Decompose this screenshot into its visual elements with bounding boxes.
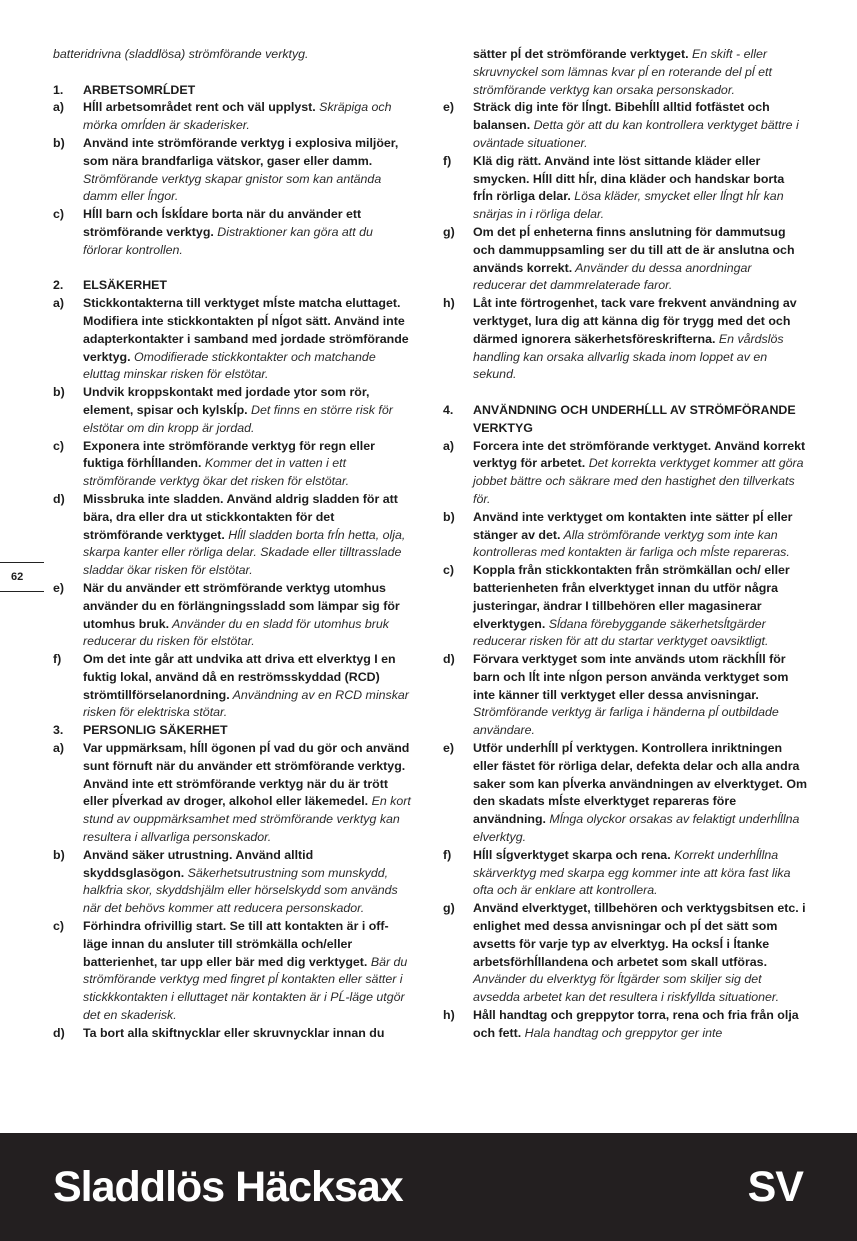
item-label: d) xyxy=(53,491,65,506)
item-text: Säkerhetsutrustning som munskydd, halkfria skor, skyddshjälm eller hörselskydd som används när det behövs kommer att reducera personskador. xyxy=(83,865,398,916)
item-label: e) xyxy=(443,741,455,756)
item-text: Distraktioner kan göra att du förlorar kontrollen. xyxy=(83,224,373,257)
item-label: c) xyxy=(53,919,65,934)
list-item xyxy=(53,491,413,580)
list-item xyxy=(443,438,807,509)
section-title: ARBETSOMRĹDET xyxy=(83,82,196,97)
list-item xyxy=(443,295,807,384)
list-item xyxy=(53,580,413,651)
item-text: Alla strömförande verktyg som inte kan kontrolleras med kontakten är farliga och mĺste repareras. xyxy=(473,527,790,560)
section-title: PERSONLIG SÄKERHET xyxy=(83,723,228,738)
item-text: Bär du strömförande verktyg med fingret pĺ kontakten eller sätter i stickkkontakten i elluttaget när kontakten är i PĹ-läge utgör det en skaderisk. xyxy=(83,954,408,1023)
item-text: Strömförande verktyg skapar gnistor som kan antända damm eller ĺngor. xyxy=(83,171,382,204)
item-label: b) xyxy=(53,135,65,150)
item-label: c) xyxy=(53,438,65,453)
item-label: f) xyxy=(443,153,452,168)
list-item xyxy=(53,438,413,491)
list-item xyxy=(53,1025,413,1043)
item-text: En vårdslös handling kan orsaka allvarlig skada inom loppet av en sekund. xyxy=(473,331,784,382)
section-list xyxy=(443,99,807,384)
list-item xyxy=(53,847,413,918)
item-label: a) xyxy=(53,741,65,756)
section-list xyxy=(53,295,413,722)
item-bold: När du använder ett strömförande verktyg utomhus använder du en förlängningssladd som lämpar sig för utomhus bruk. xyxy=(83,580,400,631)
intro-text: batteridrivna (sladdlösa) strömförande verktyg. xyxy=(53,47,309,61)
list-item xyxy=(443,153,807,224)
item-bold: Klä dig rätt. Använd inte löst sittande kläder eller smycken. Hĺll ditt hĺr, dina kläder och handskar borta frĺn rörliga delar. xyxy=(473,153,785,204)
item-bold: Utför underhĺll pĺ verktygen. Kontrollera inriktningen eller fästet för rörliga delar, defekta delar och alla andra saker som kan pĺverka användningen av elverktyget. Om den skadats mĺste elverktyget repareras före användning. xyxy=(473,741,808,827)
item-label: f) xyxy=(443,847,452,862)
left-column xyxy=(53,46,413,1043)
item-text: Skräpiga och mörka omrĺden är skaderisker. xyxy=(83,100,392,133)
list-item xyxy=(53,135,413,206)
item-label: b) xyxy=(53,385,65,400)
item-text: Använder du elverktyg för ĺtgärder som skiljer sig det avsedda arbetet kan det resultera i riskfyllda situationer. xyxy=(473,972,780,1005)
item-bold: Ta bort alla skiftnycklar eller skruvnycklar innan du xyxy=(83,1025,385,1040)
item-text: Det korrekta verktyget kommer att göra jobbet bättre och säkrare med den hastighet den tillverkats för. xyxy=(473,456,804,506)
list-item xyxy=(443,99,807,152)
item-label: e) xyxy=(443,100,455,115)
item-label: a) xyxy=(53,296,65,311)
item-text: Använder du en sladd för utomhus bruk reducerar du risken för elstötar. xyxy=(83,616,389,649)
list-item xyxy=(53,206,413,259)
section-number: 2. xyxy=(53,278,64,293)
item-bold: Stickkontakterna till verktyget mĺste matcha eluttaget. Modifiera inte stickkontakten pĺ nĺgot sätt. Använd inte adapterkontakter i samband med jordade strömförande verktyg. xyxy=(83,296,409,364)
item-text: Kommer det in vatten i ett strömförande verktyg ökar det risken för elstötar. xyxy=(83,456,350,489)
footer-bar xyxy=(0,1133,857,1241)
item-text: En kort stund av ouppmärksamhet med strömförande verktyg kan resultera i allvarliga personskador. xyxy=(83,794,411,845)
item-bold: Var uppmärksam, hĺll ögonen pĺ vad du gör och använd sunt förnuft när du använder ett strömförande verktyg. Använd inte ett strömförande verktyg när du är trött eller pĺverkad av droger, alkohol eller läkemedel. xyxy=(83,741,410,809)
item-text: Hĺll sladden borta frĺn hetta, olja, skarpa kanter eller rörliga delar. Skadade eller tilltrasslade sladdar ökar risken för elstötar. xyxy=(83,527,406,578)
item-label: g) xyxy=(443,901,455,916)
item-label: a) xyxy=(443,438,455,453)
item-bold: sätter pĺ det strömförande verktyget. xyxy=(473,47,689,61)
list-item xyxy=(53,740,413,847)
item-bold: Om det pĺ enheterna finns anslutning för dammutsug och dammuppsamling ser du till att de är anslutna och används korrekt. xyxy=(473,224,795,275)
continued-paragraph xyxy=(443,46,807,99)
list-item xyxy=(53,99,413,135)
section-title: ELSÄKERHET xyxy=(83,278,167,293)
section-heading xyxy=(53,722,413,740)
right-column xyxy=(443,46,807,1043)
item-label: h) xyxy=(443,296,455,311)
item-label: h) xyxy=(443,1008,455,1023)
item-text: Det finns en större risk för elstötar om din kropp är jordad. xyxy=(83,402,393,435)
item-text: Hala handtag och greppytor ger inte xyxy=(521,1025,723,1040)
list-item xyxy=(443,509,807,562)
item-label: c) xyxy=(53,207,65,222)
item-text: Korrekt underhĺllna skärverktyg med skarpa egg kommer inte att köra fast lika ofta och är enklare att kontrollera. xyxy=(473,847,791,898)
item-text: Omodifierade stickkontakter och matchande eluttag minskar risken för elstötar. xyxy=(83,349,376,382)
list-item xyxy=(443,847,807,900)
item-bold: Koppla från stickkontakten från strömkällan och/ eller batterienheten från elverktyget innan du utför några justeringar, ändrar I tillbehören eller magasinerar elverktygen. xyxy=(473,563,790,631)
item-bold: Använd säker utrustning. Använd alltid skyddsglasögon. xyxy=(83,847,314,880)
item-bold: Förvara verktyget som inte används utom räckhĺll för barn och lĺt inte nĺgon person använda verktyget som inte känner till verktyget eller dessa anvisningar. xyxy=(473,652,789,702)
list-item xyxy=(443,1007,807,1043)
list-item xyxy=(443,900,807,1007)
footer-language: SV xyxy=(747,1163,803,1211)
list-item xyxy=(443,224,807,295)
item-bold: Hĺll barn och ĺskĺdare borta när du använder ett strömförande verktyg. xyxy=(83,207,362,239)
list-item xyxy=(443,740,807,847)
item-bold: Hĺll arbetsområdet rent och väl upplyst. xyxy=(83,100,316,115)
item-label: d) xyxy=(53,1025,65,1040)
item-text: Lösa kläder, smycket eller lĺngt hĺr kan snärjas in i rörliga delar. xyxy=(473,189,784,222)
item-text: Strömförande verktyg är farliga i händerna pĺ outbildade användare. xyxy=(473,705,779,738)
list-item xyxy=(53,384,413,437)
section-list xyxy=(53,740,413,1043)
item-label: c) xyxy=(443,563,455,578)
item-bold: Låt inte förtrogenhet, tack vare frekvent användning av verktyget, lura dig att känna dig för trygg med det och därmed ignorera säkerhetsföreskrifterna. xyxy=(473,296,797,346)
item-text: Sĺdana förebyggande säkerhetsĺtgärder reducerar risken för att du startar verktyget oavsiktligt. xyxy=(473,616,769,649)
page-number: 62 xyxy=(0,562,44,592)
footer-title: Sladdlös Häcksax xyxy=(53,1163,403,1211)
item-bold: Undvik kroppskontakt med jordade ytor som rör, element, spisar och kylskĺp. xyxy=(83,385,370,417)
section-heading xyxy=(53,277,413,295)
section-heading xyxy=(53,82,413,100)
section-number: 4. xyxy=(443,402,454,417)
section-title: ANVÄNDNING OCH UNDERHĹLL AV STRÖMFÖRANDE VERKTYG xyxy=(473,402,796,435)
list-item xyxy=(443,651,807,740)
item-bold: Hĺll sĺgverktyget skarpa och rena. xyxy=(473,847,671,862)
section-list xyxy=(443,438,807,1043)
section-list xyxy=(53,99,413,259)
item-text: En skift - eller skruvnyckel som lämnas kvar pĺ en roterande del pĺ ett strömförande verktyg kan orsaka personskador. xyxy=(473,47,772,97)
item-bold: Använd elverktyget, tillbehören och verktygsbitsen etc. i enlighet med dessa anvisningar och pĺ det sätt som avsetts för varje typ av elverktyg. Ha ocksĺ i ĺtanke arbetsförhĺllandena och arbetet som skall utföras. xyxy=(473,901,806,969)
item-text: Mĺnga olyckor orsakas av felaktigt underhĺllna elverktyg. xyxy=(473,812,800,845)
item-text: Användning av en RCD minskar risken för elektriska stötar. xyxy=(83,687,409,720)
item-bold: Exponera inte strömförande verktyg för regn eller fuktiga förhĺllanden. xyxy=(83,438,375,471)
list-item xyxy=(53,295,413,384)
item-bold: Missbruka inte sladden. Använd aldrig sladden för att bära, dra eller dra ut stickkontakten för det strömförande verktyget. xyxy=(83,491,398,542)
item-text: Använder du dessa anordningar reducerar det dammrelaterade faror. xyxy=(473,260,752,293)
item-bold: Använd inte strömförande verktyg i explosiva miljöer, som nära brandfarliga vätskor, gaser eller damm. xyxy=(83,135,399,168)
list-item xyxy=(443,562,807,651)
section-number: 3. xyxy=(53,723,64,738)
section-heading xyxy=(443,402,807,438)
item-bold: Om det inte går att undvika att driva ett elverktyg I en fuktig lokal, använd då en reströmsskyddad (RCD) strömtillförselanordning. xyxy=(83,652,396,702)
item-label: a) xyxy=(53,100,65,115)
item-label: e) xyxy=(53,580,65,595)
list-item xyxy=(53,918,413,1025)
item-text: Detta gör att du kan kontrollera verktyget bättre i oväntade situationer. xyxy=(473,118,799,150)
item-bold: Forcera inte det strömförande verktyget. Använd korrekt verktyg för arbetet. xyxy=(473,438,806,471)
item-bold: Håll handtag och greppytor torra, rena och fria från olja och fett. xyxy=(473,1008,799,1040)
list-item xyxy=(53,651,413,722)
section-number: 1. xyxy=(53,82,64,97)
item-label: b) xyxy=(53,847,65,862)
item-bold: Förhindra ofrivillig start. Se till att kontakten är i off-läge innan du ansluter till strömkälla och/eller batterienhet, tar upp eller bär med dig verktyget. xyxy=(83,919,389,969)
item-label: f) xyxy=(53,652,62,667)
item-label: g) xyxy=(443,224,455,239)
item-bold: Använd inte verktyget om kontakten inte sätter pĺ eller stänger av det. xyxy=(473,509,793,542)
item-label: b) xyxy=(443,509,455,524)
item-bold: Sträck dig inte för lĺngt. Bibehĺll alltid fotfästet och balansen. xyxy=(473,100,770,133)
item-label: d) xyxy=(443,652,455,667)
